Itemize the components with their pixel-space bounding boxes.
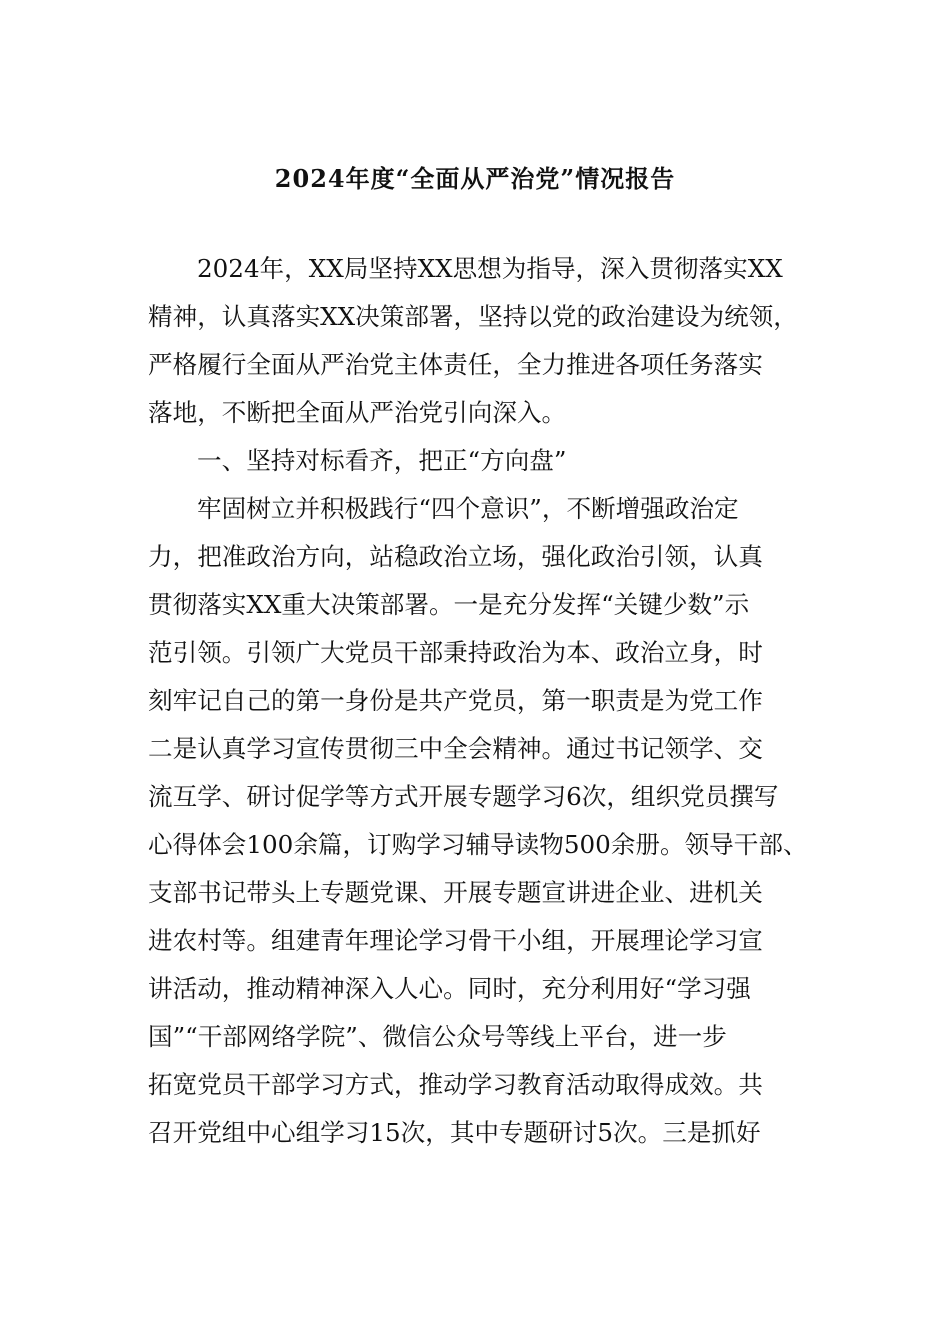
- paragraph-line: 心得体会100余篇，订购学习辅导读物500余册。领导干部、: [148, 830, 808, 859]
- document-title: 2024年度“全面从严治党”情况报告: [274, 164, 676, 193]
- paragraph-line: 国”“干部网络学院”、微信公众号等线上平台，进一步: [148, 1022, 727, 1051]
- paragraph-line: 流互学、研讨促学等方式开展专题学习6次，组织党员撰写: [148, 782, 779, 811]
- paragraph-line: 拓宽党员干部学习方式，推动学习教育活动取得成效。共: [148, 1070, 763, 1099]
- paragraph-line: 牢固树立并积极践行“四个意识”，不断增强政治定: [197, 494, 739, 523]
- paragraph-line: 贯彻落实XX重大决策部署。一是充分发挥“关键少数”示: [148, 590, 750, 619]
- section-heading: 一、坚持对标看齐，把正“方向盘”: [197, 446, 567, 475]
- paragraph-line: 刻牢记自己的第一身份是共产党员，第一职责是为党工作: [148, 686, 763, 715]
- paragraph-line: 落地，不断把全面从严治党引向深入。: [148, 398, 567, 427]
- paragraph-line: 二是认真学习宣传贯彻三中全会精神。通过书记领学、交: [148, 734, 763, 763]
- paragraph-line: 范引领。引领广大党员干部秉持政治为本、政治立身，时: [148, 638, 763, 667]
- paragraph-line: 2024年，XX局坚持XX思想为指导，深入贯彻落实XX: [197, 254, 783, 283]
- paragraph-line: 力，把准政治方向，站稳政治立场，强化政治引领，认真: [148, 542, 763, 571]
- paragraph-line: 进农村等。组建青年理论学习骨干小组，开展理论学习宣: [148, 926, 763, 955]
- paragraph-line: 精神，认真落实XX决策部署，坚持以党的政治建设为统领，: [148, 302, 798, 331]
- paragraph-line: 严格履行全面从严治党主体责任，全力推进各项任务落实: [148, 350, 763, 379]
- paragraph-line: 讲活动，推动精神深入人心。同时，充分利用好“学习强: [148, 974, 751, 1003]
- paragraph-line: 召开党组中心组学习15次，其中专题研讨5次。三是抓好: [148, 1118, 761, 1147]
- paragraph-line: 支部书记带头上专题党课、开展专题宣讲进企业、进机关: [148, 878, 763, 907]
